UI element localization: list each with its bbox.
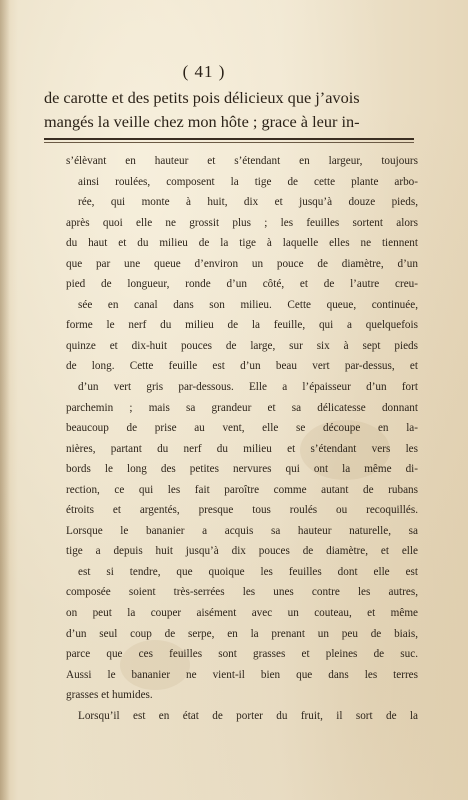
text-line: s’élèvant en hauteur et s’étendant en largeur, toujours [66, 155, 418, 167]
page-number: ( 41 ) [182, 62, 226, 81]
text-line: tige a depuis huit jusqu’à dix pouces de diamètre, et elle [66, 545, 418, 558]
text-line: du haut et du milieu de la tige à laquelle elles ne tiennent [66, 237, 418, 250]
text-line: d’un vert gris par-dessous. Elle a l’épaisseur d’un fort [78, 381, 418, 394]
text-line: étroits et argentés, presque tous roulés ou recoquillés. [66, 504, 418, 517]
text-line: rée, qui monte à huit, dix et jusqu’à douze pieds, [78, 196, 418, 209]
text-line: on peut la couper aisément avec un couteau, et même [66, 607, 418, 620]
text-line: composée soient très-serrées les unes contre les autres, [66, 586, 418, 599]
text-line: parchemin ; mais sa grandeur et sa délicatesse donnant [66, 401, 418, 414]
text-line: sée en canal dans son milieu. Cette queue, continuée, [78, 298, 418, 311]
pasted-strip-line: de carotte et des petits pois délicieux que j’avois [44, 88, 360, 107]
text-line: Lorsque le bananier a acquis sa hauteur naturelle, sa [66, 524, 418, 537]
text-line: de long. Cette feuille est d’un beau vert par-dessus, et [66, 360, 418, 373]
pasted-strip-line: mangés la veille chez mon hôte ; grace à leur in- [44, 112, 360, 131]
text-line: parce que ces feuilles sont grasses et pleines de suc. [66, 648, 418, 661]
text-line: grasses et humides. [66, 689, 153, 702]
text-line: quinze et dix-huit pouces de large, sur six à sept pieds [66, 339, 418, 352]
separator-rule-thin [44, 142, 414, 143]
text-line: forme le nerf du milieu de la feuille, qui a quelquefois [66, 319, 418, 332]
pasted-strip-text [44, 86, 414, 134]
text-line: ainsi roulées, composent la tige de cette plante arbo- [78, 175, 418, 188]
text-line: beaucoup de prise au vent, elle se découpe en la- [66, 422, 418, 435]
text-line: après quoi elle ne grossit plus ; les feuilles sortent alors [66, 216, 418, 229]
text-line: nières, partant du nerf du milieu et s’étendant vers les [66, 442, 418, 455]
text-line: est si tendre, que quoique les feuilles dont elle est [78, 565, 418, 578]
text-line: Lorsqu’il est en état de porter du fruit, il sort de la [78, 709, 418, 722]
text-line: pied de longueur, ronde d’un côté, et de l’autre creu- [66, 278, 418, 291]
page-gutter-shadow [0, 0, 10, 800]
text-line: que par une queue d’environ un pouce de diamètre, d’un [66, 257, 418, 270]
body-text [66, 151, 418, 726]
separator-rule [44, 138, 414, 140]
text-line: rection, ce qui les fait paroître comme autant de rubans [66, 483, 418, 496]
text-line: d’un seul coup de serpe, en la prenant un peu de biais, [66, 627, 418, 640]
text-line: Aussi le bananier ne vient-il bien que dans les terres [66, 668, 418, 681]
text-line: bords le long des petites nervures qui ont la même di- [66, 463, 418, 476]
